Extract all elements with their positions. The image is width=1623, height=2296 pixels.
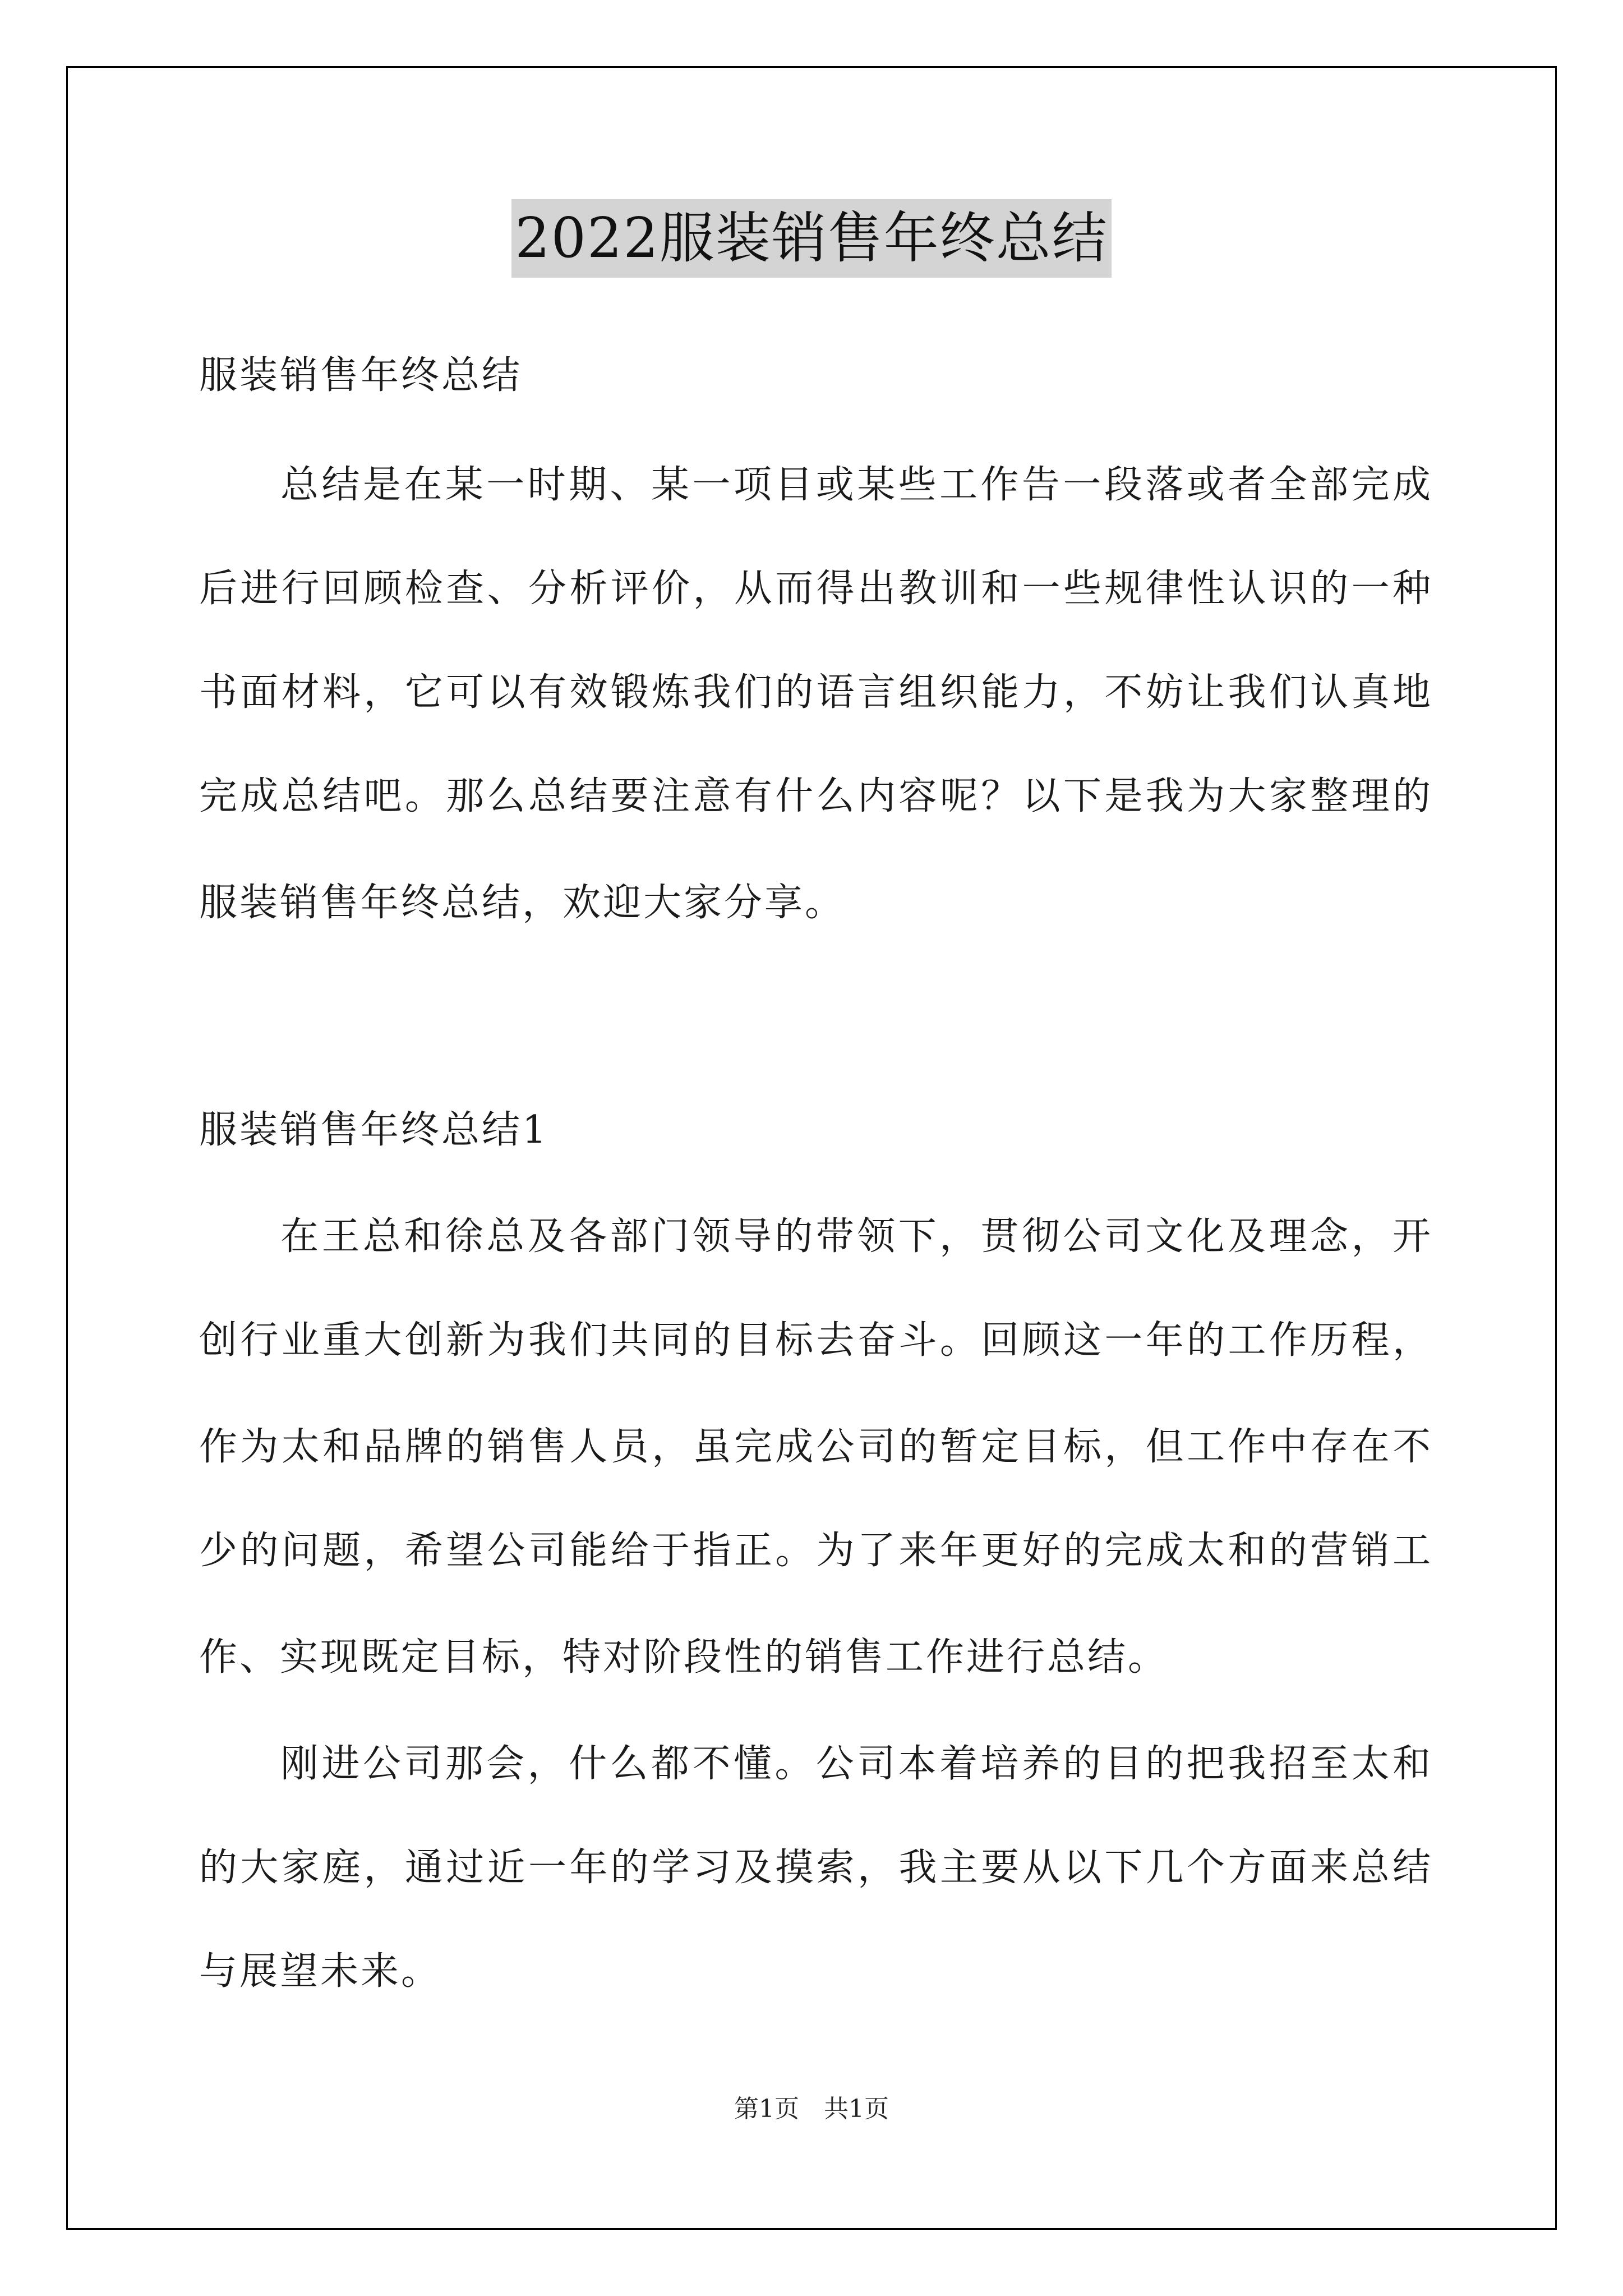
section-heading: 服装销售年终总结1 [199,1108,549,1152]
paragraph-line: 创行业重大创新为我们共同的目标去奋斗。回顾这一年的工作历程， [199,1318,1433,1363]
paragraph-line: 与展望未来。 [199,1949,442,1994]
document-title: 2022服装销售年终总结 [511,199,1111,278]
intro-line: 后进行回顾检查、分析评价，从而得出教训和一些规律性认识的一种 [199,567,1433,611]
paragraph-line: 作为太和品牌的销售人员，虽完成公司的暂定目标，但工作中存在不 [199,1425,1433,1469]
paragraph-line: 的大家庭，通过近一年的学习及摸索，我主要从以下几个方面来总结 [199,1846,1433,1890]
paragraph-line: 刚进公司那会，什么都不懂。公司本着培养的目的把我招至太和 [280,1742,1433,1786]
paragraph-line: 少的问题，希望公司能给于指正。为了来年更好的完成太和的营销工 [199,1529,1433,1573]
title-container [0,199,1623,278]
intro-line: 完成总结吧。那么总结要注意有什么内容呢？以下是我为大家整理的 [199,774,1433,818]
subtitle: 服装销售年终总结 [199,353,523,398]
page-number-footer: 第1页 共1页 [734,2095,889,2123]
paragraph-line: 作、实现既定目标，特对阶段性的销售工作进行总结。 [199,1635,1169,1680]
intro-line: 总结是在某一时期、某一项目或某些工作告一段落或者全部完成 [280,463,1433,507]
intro-line: 服装销售年终总结，欢迎大家分享。 [199,881,846,925]
paragraph-line: 在王总和徐总及各部门领导的带领下，贯彻公司文化及理念，开 [280,1214,1433,1259]
intro-line: 书面材料，它可以有效锻炼我们的语言组织能力，不妨让我们认真地 [199,670,1433,715]
